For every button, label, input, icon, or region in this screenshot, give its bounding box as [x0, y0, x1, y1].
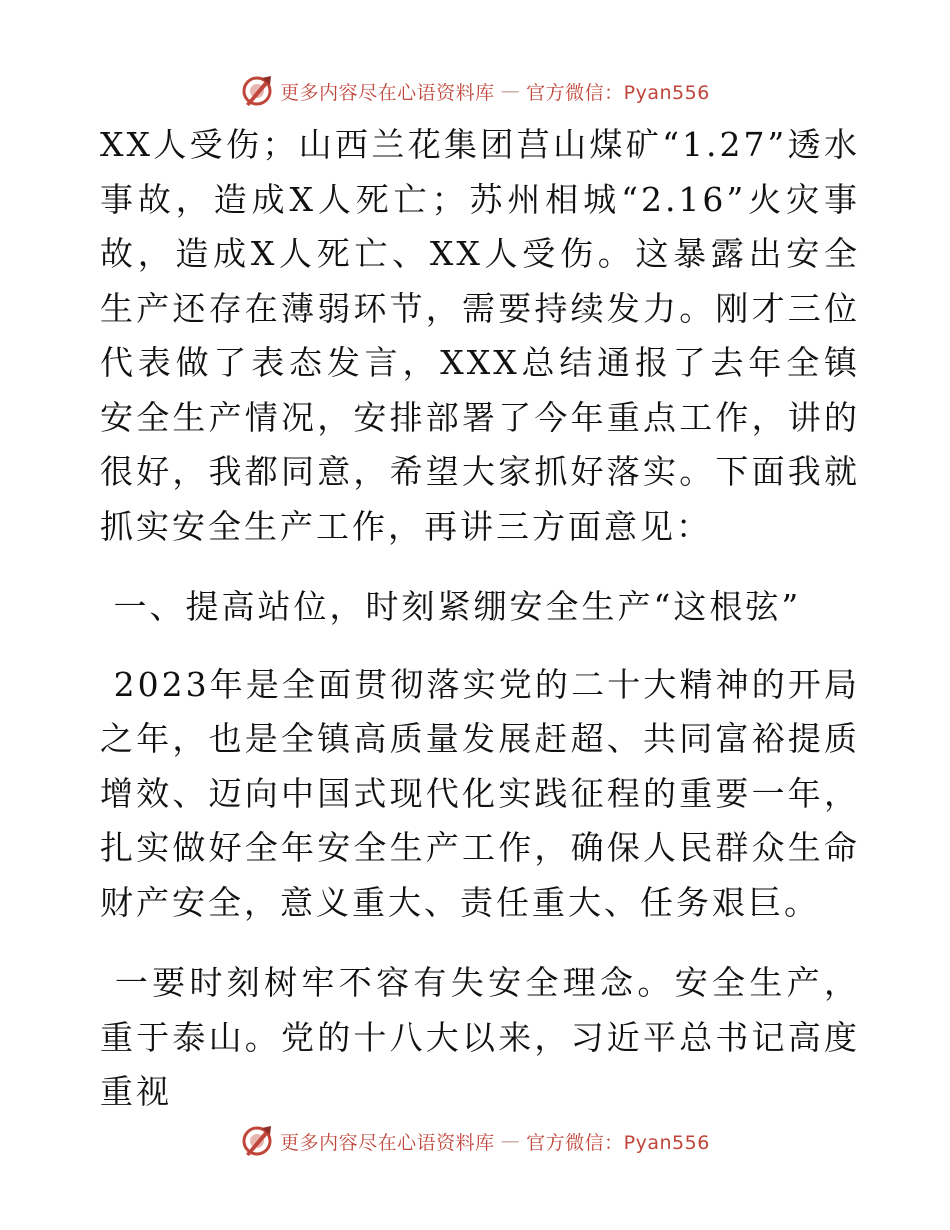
header-watermark [0, 71, 950, 111]
quill-seal-icon [240, 1124, 274, 1158]
watermark-wechat-text: 官方微信：Pyan556 [526, 81, 710, 104]
document-body [100, 118, 860, 1120]
watermark-main-text: 更多内容尽在心语资料库 [280, 81, 495, 104]
quill-seal-icon [240, 74, 274, 108]
watermark-separator: — [500, 80, 521, 102]
body-paragraph: 2023年是全面贯彻落实党的二十大精神的开局之年，也是全镇高质量发展赶超、共同富裕提质增效、迈向中国式现代化实践征程的重要一年，扎实做好全年安全生产工作，确保人民群众生命财产安全，意义重大、责任重大、任务艰巨。 [100, 664, 860, 922]
section-heading: 一、提高站位，时刻紧绷安全生产“这根弦” [100, 587, 802, 626]
footer-watermark [0, 1121, 950, 1161]
body-paragraph: 一要时刻树牢不容有失安全理念。安全生产，重于泰山。党的十八大以来，习近平总书记高度重视 [100, 963, 861, 1111]
body-paragraph: XX人受伤；山西兰花集团莒山煤矿“1.27”透水事故，造成X人死亡；苏州相城“2.16”火灾事故，造成X人死亡、XX人受伤。这暴露出安全生产还存在薄弱环节，需要持续发力。刚才三位代表做了表态发言，XXX总结通报了去年全镇安全生产情况，安排部署了今年重点工作，讲的很好，我都同意，希望大家抓好落实。下面我就抓实安全生产工作，再讲三方面意见： [100, 125, 860, 546]
watermark-separator: — [500, 1130, 521, 1152]
watermark-main-text: 更多内容尽在心语资料库 [280, 1131, 495, 1154]
watermark-wechat-text: 官方微信：Pyan556 [526, 1131, 710, 1154]
